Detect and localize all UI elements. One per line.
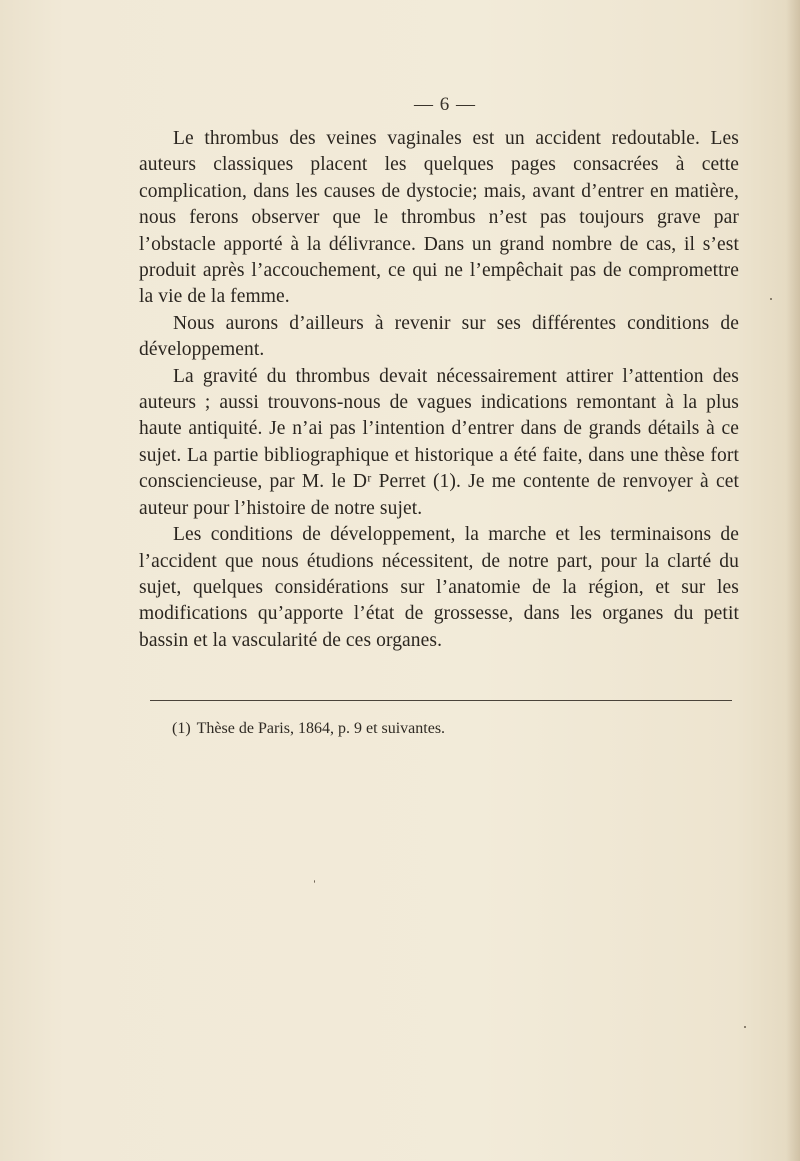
paragraph-2: Nous aurons d’ailleurs à revenir sur ses différentes conditions de développement. xyxy=(139,312,739,361)
footnote-marker: (1) xyxy=(172,720,191,737)
paper-speck xyxy=(770,298,772,300)
page-number: — 6 — xyxy=(414,94,476,115)
body-text xyxy=(139,126,739,654)
footnote-divider xyxy=(150,700,732,701)
footnote xyxy=(172,719,732,739)
paper-speck xyxy=(314,880,315,883)
paragraph-3: La gravité du thrombus devait nécessairement attirer l’attention des auteurs ; aussi trouvons-nous de vagues indications remontant à la plus haute antiquité. Je n’ai pas l’intention d’entrer dans de grands détails à ce sujet. La partie bibliographique et historique a été faite, dans une thèse fort consciencieuse, par M. le Dʳ Perret (1). Je me contente de renvoyer à cet auteur pour l’histoire de notre sujet. xyxy=(139,365,739,519)
paragraph-4: Les conditions de développement, la marche et les terminaisons de l’accident que nous étudions nécessitent, de notre part, pour la clarté du sujet, quelques considérations sur l’anatomie de la région, et sur les modifications qu’apporte l’état de grossesse, dans les organes du petit bassin et la vascularité de ces organes. xyxy=(139,524,739,651)
footnote-text: Thèse de Paris, 1864, p. 9 et suivantes. xyxy=(196,720,446,737)
paper-speck xyxy=(744,1026,746,1028)
paragraph-1: Le thrombus des veines vaginales est un accident redoutable. Les auteurs classiques placent les quelques pages consacrées à cette complication, dans les causes de dystocie; mais, avant d’entrer en matière, nous ferons observer que le thrombus n’est pas toujours grave par l’obstacle apporté à la délivrance. Dans un grand nombre de cas, il s’est produit après l’accouchement, ce qui ne l’empêchait pas de compromettre la vie de la femme. xyxy=(139,128,739,308)
page-edge-shadow xyxy=(786,0,800,1161)
